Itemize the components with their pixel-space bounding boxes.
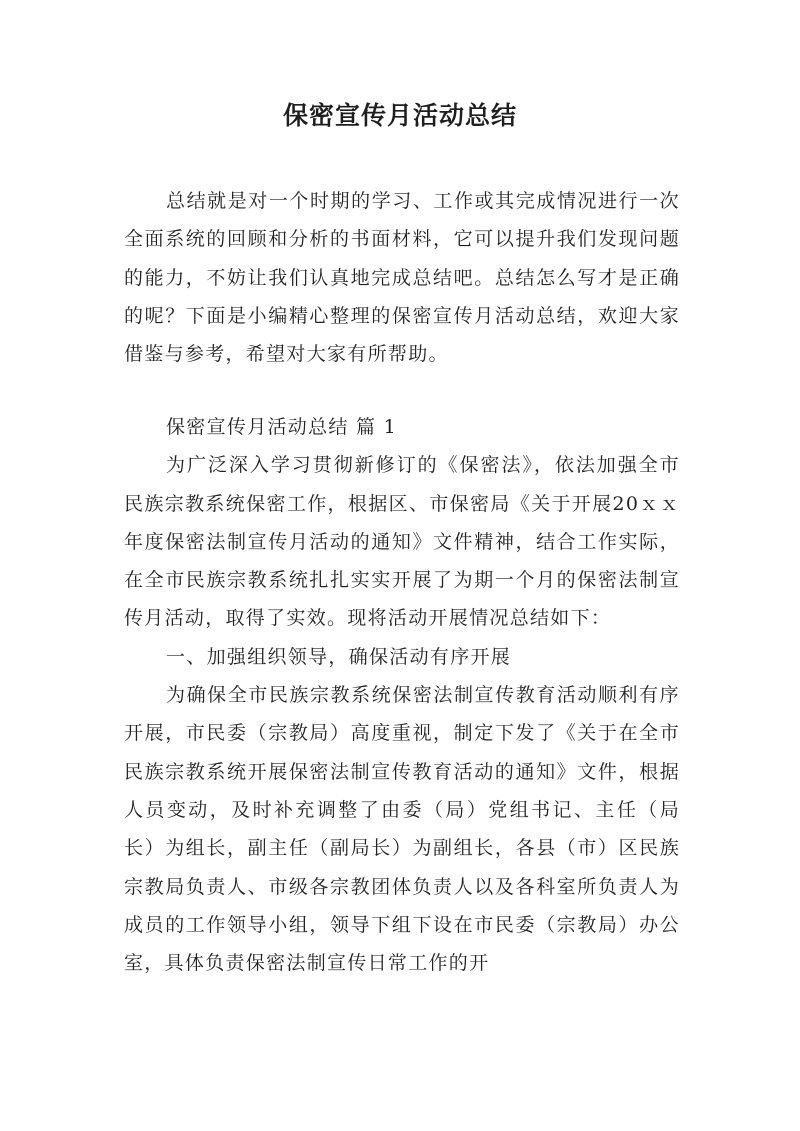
body-paragraph-1: 为广泛深入学习贯彻新修订的《保密法》，依法加强全市民族宗教系统保密工作，根据区、市保密局《关于开展20ｘｘ年度保密法制宣传月活动的通知》文件精神，结合工作实际，在全市民族宗教系统扎扎实实开展了为期一个月的保密法制宣传月活动，取得了实效。现将活动开展情况总结如下：	[124, 454, 680, 630]
document-title: 保密宣传月活动总结	[282, 101, 517, 130]
subheading-1: 一、加强组织领导，确保活动有序开展	[166, 645, 512, 668]
body-paragraph-2: 为确保全市民族宗教系统保密法制宣传教育活动顺利有序开展，市民委（宗教局）高度重视，制定下发了《关于在全市民族宗教系统开展保密法制宣传教育活动的通知》文件，根据人员变动，及时补充调整了由委（局）党组书记、主任（局长）为组长，副主任（副局长）为副组长，各县（市）区民族宗教局负责人、市级各宗教团体负责人以及各科室所负责人为成员的工作领导小组，领导下组下设在市民委（宗教局）办公室，具体负责保密法制宣传日常工作的开	[124, 684, 680, 975]
section-heading: 保密宣传月活动总结 篇 1	[166, 416, 398, 438]
intro-paragraph: 总结就是对一个时期的学习、工作或其完成情况进行一次全面系统的回顾和分析的书面材料，它可以提升我们发现问题的能力，不妨让我们认真地完成总结吧。总结怎么写才是正确的呢？下面是小编精心整理的保密宣传月活动总结，欢迎大家借鉴与参考，希望对大家有所帮助。	[124, 190, 680, 366]
article-body	[124, 408, 680, 982]
intro-section	[124, 182, 680, 373]
